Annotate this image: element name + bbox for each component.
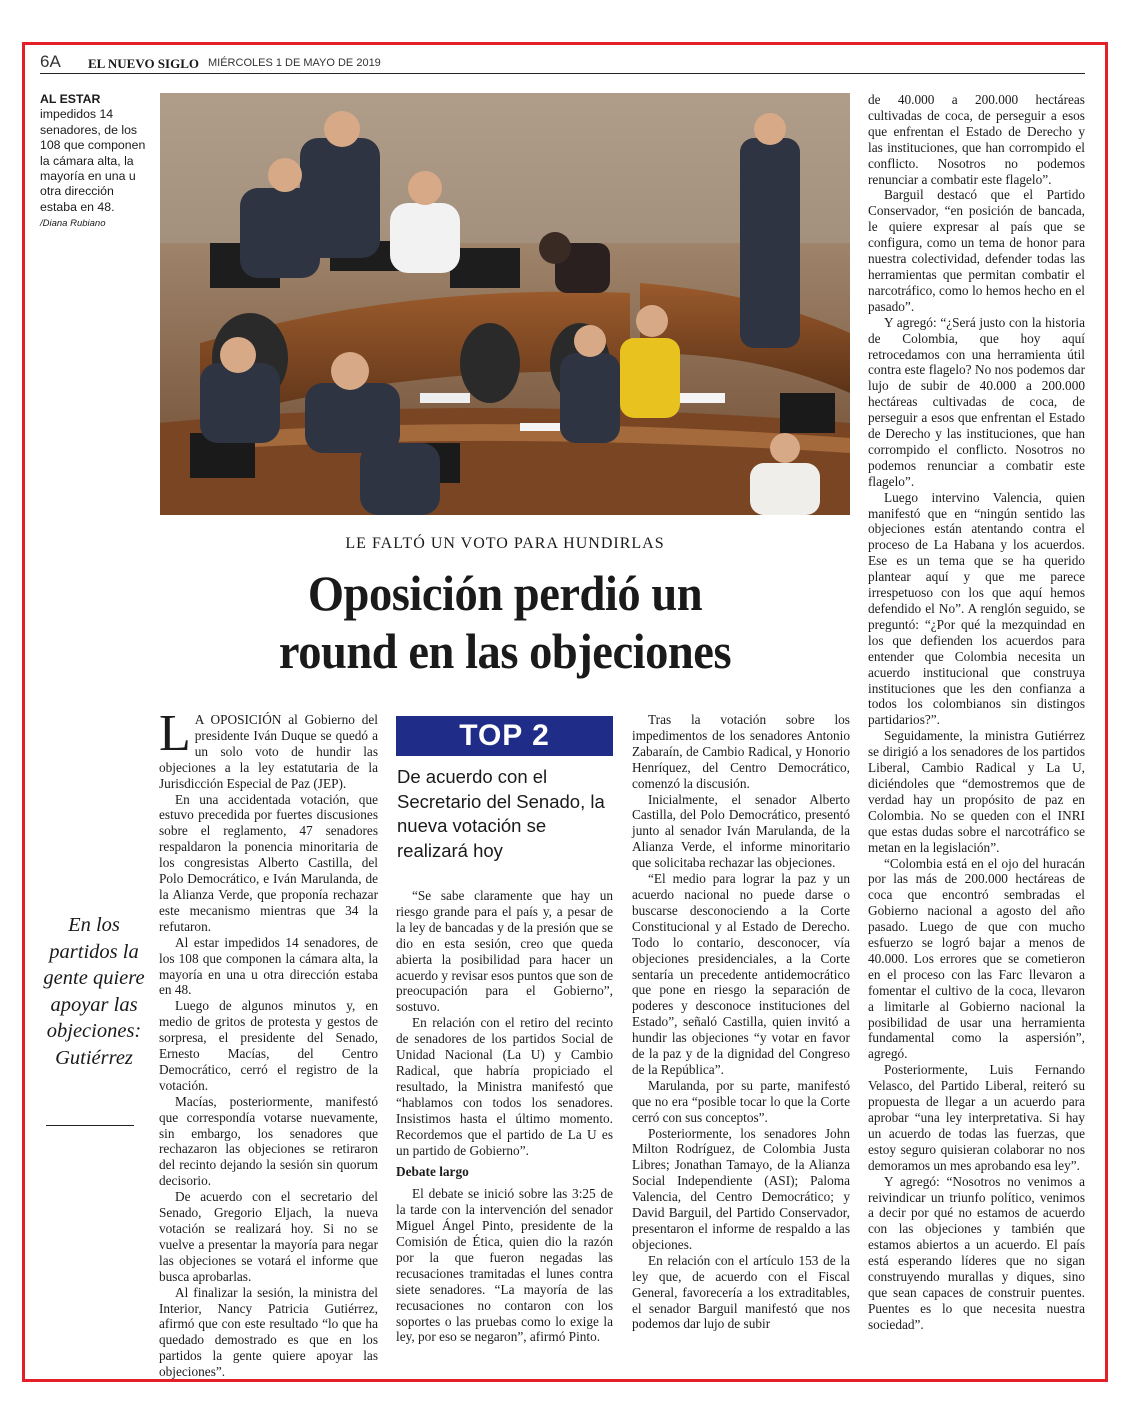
paragraph: Seguidamente, la ministra Gutiérrez se dirigió a los senadores de los partidos Liberal, Cambio Radical y La U, diciéndoles que “demostremos que de verdad hay un propósito de paz en Colombia. No se queden con el INRI que estas dudas sobre el narcotráfico se metan en la legislación”. [868, 728, 1085, 855]
paragraph: De acuerdo con el secretario del Senado, Gregorio Eljach, la nueva votación se realizará hoy. Si no se vuelve a presentar la mayoría para negar las objeciones se votará el informe que busca aprobarlas. [159, 1189, 378, 1284]
paragraph: Posteriormente, Luis Fernando Velasco, del Partido Liberal, reiteró su propuesta de llegar a un acuerdo para aprobar “una ley interpretativa. Si hay un acuerdo de todas las fuerzas, que estoy seguro quisieran colaborar no nos demoramos un mes aprobando esa ley”. [868, 1062, 1085, 1173]
caption-text: impedidos 14 senadores, de los 108 que componen la cámara alta, la mayoría en una u otra dirección estaba en 48. [40, 107, 146, 214]
paragraph: Tras la votación sobre los impedimentos de los senadores Antonio Zabaraín, de Cambio Radical, y Honorio Henríquez, del Centro Democrático, comenzó la discusión. [632, 712, 850, 791]
top2-banner: TOP 2 [396, 716, 613, 756]
article-headline [184, 564, 826, 680]
paragraph: Al estar impedidos 14 senadores, de los 108 que componen la cámara alta, la mayoría en una u otra dirección estaba en 48. [159, 934, 378, 998]
article-column-1 [159, 705, 378, 1380]
paragraph [159, 705, 378, 792]
caption-lead: AL ESTAR [40, 92, 101, 106]
senate-photo [160, 93, 850, 515]
paragraph: Posteriormente, los senadores John Milton Rodríguez, de Colombia Justa Libres; Jonathan Tamayo, de la Alianza Social Independiente (ASI); Paloma Valencia, del Centro Democrático; y David Barguil, del Partido Conservador, presentaron el informe de respaldo a las objeciones. [632, 1125, 850, 1252]
subheading: Debate largo [396, 1164, 469, 1180]
newspaper-name: EL NUEVO SIGLO [88, 56, 199, 71]
issue-date: MIÉRCOLES 1 DE MAYO DE 2019 [208, 57, 381, 69]
paragraph: de 40.000 a 200.000 hectáreas cultivadas de coca, de perseguir a esos que enfrentan el Estado de Derecho y las instituciones, que han corrompido el conflicto. Nosotros no podemos renunciar a combatir este flagelo”. [868, 92, 1085, 187]
paragraph: En una accidentada votación, que estuvo precedida por fuertes discusiones sobre el reglamento, 47 senadores respaldaron la ponencia minoritaria de los congresistas Alberto Castilla, del Polo Democrático, e Iván Marulanda, de la Alianza Verde, que proponía rechazar este mecanismo mientras que 34 la refutaron. [159, 791, 378, 934]
top2-text: De acuerdo con el Secretario del Senado, la nueva votación se realizará hoy [397, 766, 605, 861]
headline-line-2: round en las objeciones [278, 623, 732, 679]
paragraph: “Colombia está en el ojo del huracán por las más de 200.000 hectáreas de coca que encontró sembradas el Gobierno nacional a agosto del año pasado. Luego de que con mucho esfuerzo se logró bajar a menos de 40.000. Los errores que se cometieron en el proceso con las Farc llevaron a fomentar el cultivo de la coca, llevaron a limitarle al Gobierno nacional la posibilidad de usar una herramienta fundamental como la aspersión”, agregó. [868, 855, 1085, 1062]
paragraph: En relación con el retiro del recinto de senadores de los partidos Social de Unidad Nacional (La U) y Cambio Radical, que habría propiciado el resultado, la Ministra manifestó que “hablamos con todos los senadores. Insistimos hasta el último momento. Recordemos que el partido de La U es un partido de Gobierno”. [396, 1015, 613, 1158]
pull-quote-rule [46, 1125, 134, 1126]
paragraph: Luego de algunos minutos y, en medio de gritos de protesta y gestos de sorpresa, el presidente del Senado, Ernesto Macías, del Centro Democrático, cerró el registro de la votación. [159, 998, 378, 1093]
drop-cap: L [159, 705, 191, 762]
article-column-2 [396, 888, 613, 1345]
paragraph: Luego intervino Valencia, quien manifestó que en “ningún sentido las objeciones están atentando contra el proceso de La Habana y los acuerdos. Ese es un tema que se ha querido plantear aquí y que me parece irrespetuoso con los que aquí hemos defendido el No”. A renglón seguido, se preguntó: “¿Por qué la mezquindad en los que defienden los acuerdos para entender que Colombia necesita un acuerdo institucional que construya instituciones que les den confianza a todos los colombianos sin distingos partidarios?”. [868, 489, 1085, 728]
page-number: 6A [40, 52, 61, 71]
paragraph: Y agregó: “Nosotros no venimos a reivindicar un triunfo político, venimos a decir por qué no estamos de acuerdo con las objeciones y también que estamos abiertos a un acuerdo. El país está esperando líderes que no sigan construyendo murallas y diques, sino que sean capaces de construir puentes. Puentes es lo que necesita nuestra sociedad”. [868, 1173, 1085, 1332]
paragraph: Macías, posteriormente, manifestó que correspondía votarse nuevamente, sin embargo, los senadores que rechazaron las objeciones se retiraron del recinto dejando la sesión sin quorum decisorio. [159, 1093, 378, 1189]
paragraph: Marulanda, por su parte, manifestó que no era “posible tocar lo que la Corte cerró con sus conceptos”. [632, 1077, 850, 1125]
article-column-4 [868, 92, 1085, 1333]
paragraph: El debate se inició sobre las 3:25 de la tarde con la intervención del senador Miguel Ángel Pinto, presidente de la Comisión de Ética, quien dio la razón por la que fueron negadas las recusaciones tramitadas el lunes contra siete senadores. “La mayoría de las recusaciones no contaron con los soportes o las pruebas como lo exige la ley, por eso se negaron”, afirmó Pinto. [396, 1186, 613, 1345]
paragraph: Y agregó: “¿Será justo con la historia de Colombia, que hoy aquí retrocedamos con una herramienta útil contra este flagelo? No nos podemos dar lujo de subir de 40.000 a 200.000 hectáreas cultivadas de coca, de perseguir a esos que enfrentan el Estado de Derecho y las instituciones, que han corrompido el conflicto. Nosotros no podemos renunciar a combatir este flagelo”. [868, 314, 1085, 489]
paragraph: “Se sabe claramente que hay un riesgo grande para el país y, a pesar de la ley de bancadas y de la presión que se dio en esta sesión, creo que queda abierta la posibilidad para hacer un acuerdo y revisar esos puntos que son de preocupación para el Gobierno”, sostuvo. [396, 888, 613, 1015]
photo-caption [40, 92, 152, 232]
senate-photo-illustration [160, 93, 850, 515]
headline-line-1: Oposición perdió un [307, 565, 703, 621]
paragraph-text: A OPOSICIÓN al Gobierno del presidente Iván Duque se quedó a un solo voto de hundir las objeciones a la ley estatutaria de la Jurisdicción Especial de Paz (JEP). [159, 712, 378, 791]
pull-quote: En los partidos la gente quiere apoyar las objeciones: Gutiérrez [43, 914, 145, 1069]
paragraph: En relación con el artículo 153 de la ley que, de acuerdo con el Fiscal General, favorecería a los extraditables, el senador Barguil manifestó que nos podemos dar lujo de subir [632, 1252, 850, 1332]
article-kicker: LE FALTÓ UN VOTO PARA HUNDIRLAS [345, 535, 665, 552]
masthead [40, 52, 1085, 74]
paragraph: Al finalizar la sesión, la ministra del Interior, Nancy Patricia Gutiérrez, afirmó que con este resultado “lo que ha quedado demostrado es que en los partidos la gente quiere apoyar las objeciones”. [159, 1284, 378, 1380]
photo-credit: /Diana Rubiano [40, 218, 106, 230]
paragraph: “El medio para lograr la paz y un acuerdo nacional no puede darse o buscarse desconociendo a la Corte Constitucional y al Estado de Derecho. Todo lo contario, desconocer, vía objeciones presidenciales, a la Corte sentaría un precedente antidemocrático que pone en riesgo la separación de poderes y desconoce instituciones del Estado”, señaló Castilla, quien invitó a hundir las objeciones “y votar en favor de la paz y de la dignidad del Congreso de la República”. [632, 871, 850, 1077]
paragraph: Inicialmente, el senador Alberto Castilla, del Polo Democrático, presentó junto al senador Iván Marulanda, de la Alianza Verde, el informe minoritario que solicitaba rechazar las objeciones. [632, 791, 850, 871]
paragraph: Barguil destacó que el Partido Conservador, “en posición de bancada, le quiere expresar al país que se configura, como un tema de honor para nuestra colectividad, defender todas las herramientas que permitan combatir el narcotráfico, como lo hemos hecho en el pasado”. [868, 187, 1085, 314]
article-column-3 [632, 712, 850, 1332]
